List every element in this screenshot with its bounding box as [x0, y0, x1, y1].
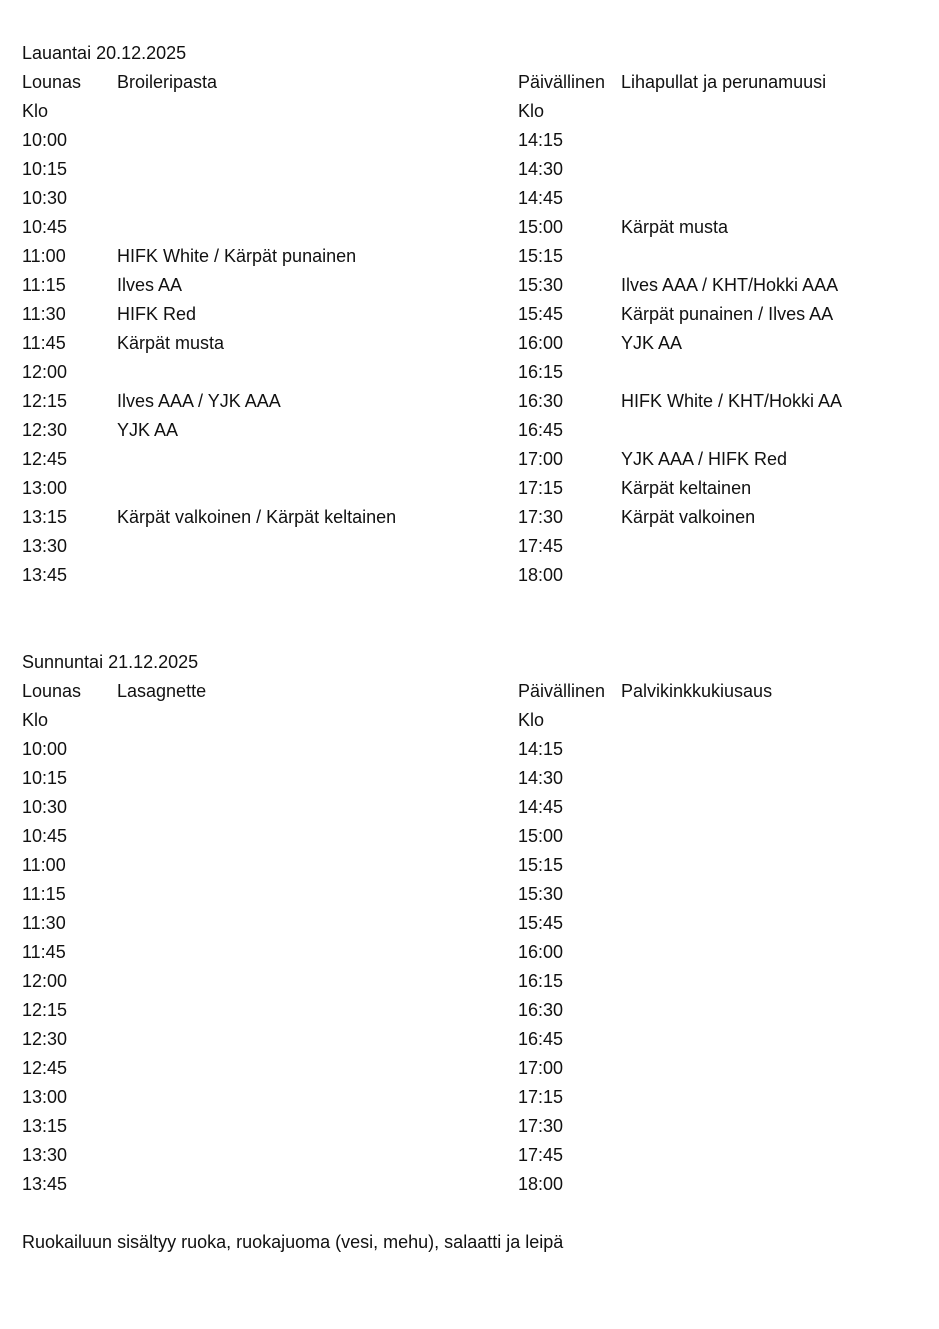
dinner-slot-team: Kärpät keltainen — [621, 478, 752, 498]
lunch-slot-time: 11:30 — [22, 913, 66, 933]
lunch-dish: Lasagnette — [117, 681, 207, 701]
dinner-slot-time: 17:00 — [518, 449, 564, 469]
day-title: Sunnuntai 21.12.2025 — [22, 652, 199, 672]
lunch-dish: Broileripasta — [117, 72, 218, 92]
dinner-slot-time: 16:45 — [518, 420, 564, 440]
dinner-slot-time: 16:15 — [518, 971, 564, 991]
lunch-slot-time: 12:30 — [22, 1029, 68, 1049]
dinner-slot-team: HIFK White / KHT/Hokki AA — [621, 391, 843, 411]
dinner-dish: Palvikinkkukiusaus — [621, 681, 773, 701]
lunch-slot-time: 10:00 — [22, 739, 68, 759]
lunch-slot-time: 13:15 — [22, 507, 68, 527]
lunch-slot-time: 11:30 — [22, 304, 66, 324]
lunch-slot-time: 11:15 — [22, 884, 66, 904]
lunch-slot-time: 13:45 — [22, 1174, 68, 1194]
lunch-slot-time: 12:45 — [22, 449, 68, 469]
lunch-slot-team: Kärpät musta — [117, 333, 225, 353]
lunch-slot-time: 11:00 — [22, 246, 66, 266]
lunch-slot-team: Kärpät valkoinen / Kärpät keltainen — [117, 507, 397, 527]
lunch-slot-time: 10:30 — [22, 797, 68, 817]
lunch-slot-time: 12:45 — [22, 1058, 68, 1078]
dinner-slot-time: 15:45 — [518, 304, 564, 324]
dinner-slot-time: 17:30 — [518, 507, 564, 527]
dinner-slot-team: YJK AA — [621, 333, 683, 353]
lunch-slot-time: 13:30 — [22, 1145, 68, 1165]
dinner-slot-time: 17:15 — [518, 478, 564, 498]
lunch-slot-time: 10:45 — [22, 217, 68, 237]
dinner-slot-time: 16:45 — [518, 1029, 564, 1049]
dinner-slot-time: 14:15 — [518, 739, 564, 759]
dinner-slot-team: Kärpät musta — [621, 217, 729, 237]
dinner-slot-time: 16:30 — [518, 391, 564, 411]
dinner-slot-team: Kärpät valkoinen — [621, 507, 756, 527]
dinner-slot-time: 16:15 — [518, 362, 564, 382]
lunch-slot-time: 12:30 — [22, 420, 68, 440]
lunch-slot-time: 12:15 — [22, 1000, 68, 1020]
dinner-slot-time: 17:30 — [518, 1116, 564, 1136]
lunch-time-header: Klo — [22, 101, 49, 121]
dinner-slot-time: 15:45 — [518, 913, 564, 933]
dinner-slot-time: 15:15 — [518, 855, 564, 875]
lunch-label: Lounas — [22, 681, 82, 701]
lunch-slot-team: Ilves AAA / YJK AAA — [117, 391, 281, 411]
lunch-slot-time: 13:00 — [22, 1087, 68, 1107]
lunch-label: Lounas — [22, 72, 82, 92]
lunch-time-header: Klo — [22, 710, 49, 730]
dinner-slot-time: 14:45 — [518, 188, 564, 208]
lunch-slot-time: 12:15 — [22, 391, 68, 411]
lunch-slot-team: YJK AA — [117, 420, 179, 440]
dinner-dish: Lihapullat ja perunamuusi — [621, 72, 827, 92]
lunch-slot-time: 13:00 — [22, 478, 68, 498]
lunch-slot-time: 11:45 — [22, 942, 66, 962]
dinner-slot-time: 15:00 — [518, 217, 564, 237]
dinner-slot-time: 18:00 — [518, 565, 564, 585]
dinner-slot-time: 16:00 — [518, 333, 564, 353]
dinner-slot-time: 15:30 — [518, 884, 564, 904]
dinner-slot-time: 15:00 — [518, 826, 564, 846]
day-title: Lauantai 20.12.2025 — [22, 43, 187, 63]
lunch-slot-team: HIFK White / Kärpät punainen — [117, 246, 357, 266]
dinner-time-header: Klo — [518, 101, 545, 121]
lunch-slot-time: 11:00 — [22, 855, 66, 875]
dinner-label: Päivällinen — [518, 72, 606, 92]
dinner-slot-time: 16:30 — [518, 1000, 564, 1020]
dinner-slot-time: 15:30 — [518, 275, 564, 295]
dinner-slot-time: 16:00 — [518, 942, 564, 962]
lunch-slot-time: 11:15 — [22, 275, 66, 295]
dinner-slot-time: 17:45 — [518, 536, 564, 556]
lunch-slot-time: 10:00 — [22, 130, 68, 150]
lunch-slot-time: 10:15 — [22, 159, 68, 179]
lunch-slot-time: 10:30 — [22, 188, 68, 208]
lunch-slot-team: HIFK Red — [117, 304, 197, 324]
dinner-slot-time: 14:15 — [518, 130, 564, 150]
dinner-slot-team: YJK AAA / HIFK Red — [621, 449, 788, 469]
dinner-slot-team: Ilves AAA / KHT/Hokki AAA — [621, 275, 839, 295]
dinner-slot-time: 17:00 — [518, 1058, 564, 1078]
dinner-slot-time: 14:30 — [518, 159, 564, 179]
footer-note: Ruokailuun sisältyy ruoka, ruokajuoma (vesi, mehu), salaatti ja leipä — [22, 1232, 564, 1252]
lunch-slot-team: Ilves AA — [117, 275, 183, 295]
lunch-slot-time: 13:45 — [22, 565, 68, 585]
dinner-label: Päivällinen — [518, 681, 606, 701]
dinner-slot-time: 15:15 — [518, 246, 564, 266]
lunch-slot-time: 11:45 — [22, 333, 66, 353]
dinner-time-header: Klo — [518, 710, 545, 730]
lunch-slot-time: 12:00 — [22, 362, 68, 382]
lunch-slot-time: 12:00 — [22, 971, 68, 991]
lunch-slot-time: 10:15 — [22, 768, 68, 788]
dinner-slot-time: 14:30 — [518, 768, 564, 788]
dinner-slot-time: 18:00 — [518, 1174, 564, 1194]
lunch-slot-time: 13:30 — [22, 536, 68, 556]
lunch-slot-time: 13:15 — [22, 1116, 68, 1136]
dinner-slot-time: 17:15 — [518, 1087, 564, 1107]
dinner-slot-time: 17:45 — [518, 1145, 564, 1165]
lunch-slot-time: 10:45 — [22, 826, 68, 846]
dinner-slot-time: 14:45 — [518, 797, 564, 817]
dinner-slot-team: Kärpät punainen / Ilves AA — [621, 304, 834, 324]
